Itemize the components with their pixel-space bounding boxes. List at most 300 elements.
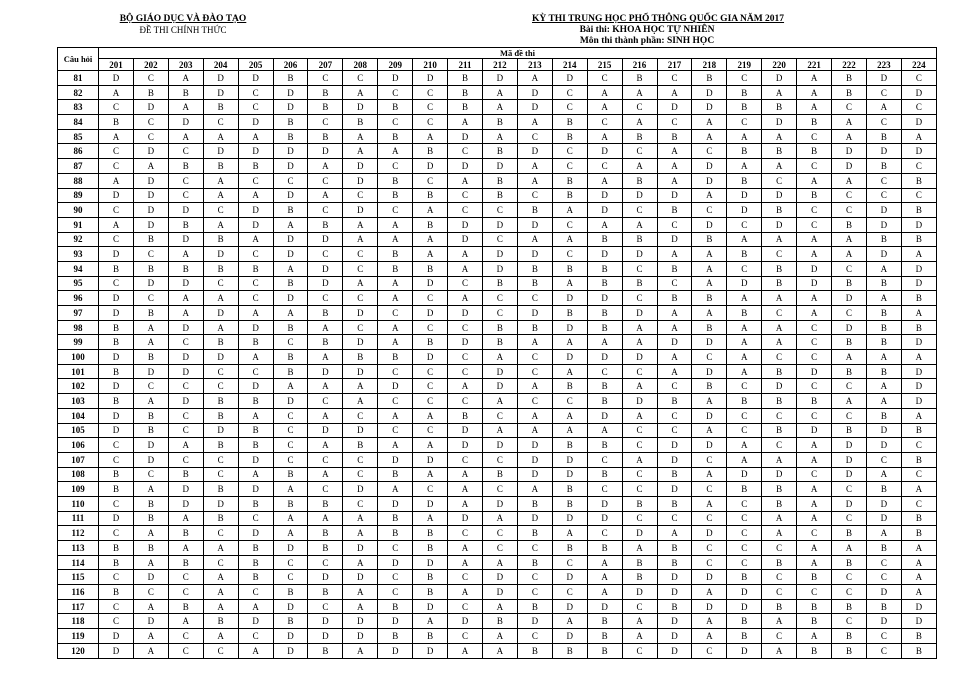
table-row bbox=[58, 394, 937, 409]
question-number: 85 bbox=[58, 129, 99, 144]
answer-cell: C bbox=[413, 364, 448, 379]
answer-cell: B bbox=[378, 526, 413, 541]
answer-cell: B bbox=[797, 188, 832, 203]
answer-cell: B bbox=[517, 643, 552, 658]
answer-cell: A bbox=[133, 629, 168, 644]
answer-cell: A bbox=[203, 585, 238, 600]
question-number: 103 bbox=[58, 394, 99, 409]
answer-cell: A bbox=[797, 496, 832, 511]
exam-code-208: 208 bbox=[343, 59, 378, 71]
answer-cell: A bbox=[273, 261, 308, 276]
answer-cell: B bbox=[797, 144, 832, 159]
answer-cell: C bbox=[866, 629, 901, 644]
answer-cell: A bbox=[901, 306, 936, 321]
table-row bbox=[58, 100, 937, 115]
answer-cell: C bbox=[866, 188, 901, 203]
table-row bbox=[58, 511, 937, 526]
answer-cell: D bbox=[273, 599, 308, 614]
answer-cell: B bbox=[552, 115, 587, 130]
answer-cell: D bbox=[692, 364, 727, 379]
answer-cell: D bbox=[692, 408, 727, 423]
answer-cell: A bbox=[133, 394, 168, 409]
answer-cell: C bbox=[901, 467, 936, 482]
answer-cell: C bbox=[552, 555, 587, 570]
answer-cell: B bbox=[727, 247, 762, 262]
exam-code-213: 213 bbox=[517, 59, 552, 71]
answer-cell: D bbox=[448, 614, 483, 629]
answer-cell: D bbox=[448, 129, 483, 144]
answer-cell: C bbox=[203, 203, 238, 218]
answer-cell: D bbox=[273, 232, 308, 247]
table-row bbox=[58, 129, 937, 144]
answer-cell: B bbox=[482, 144, 517, 159]
answer-cell: C bbox=[133, 129, 168, 144]
answer-cell: D bbox=[168, 320, 203, 335]
answer-cell: A bbox=[448, 379, 483, 394]
answer-cell: C bbox=[727, 261, 762, 276]
answer-cell: A bbox=[308, 408, 343, 423]
answer-cell: D bbox=[692, 570, 727, 585]
answer-cell: D bbox=[238, 614, 273, 629]
answer-cell: C bbox=[343, 467, 378, 482]
answer-cell: D bbox=[308, 423, 343, 438]
answer-cell: C bbox=[587, 526, 622, 541]
answer-cell: D bbox=[517, 467, 552, 482]
answer-cell: C bbox=[308, 247, 343, 262]
answer-cell: B bbox=[238, 541, 273, 556]
answer-cell: C bbox=[832, 261, 867, 276]
exam-code-201: 201 bbox=[99, 59, 134, 71]
answer-cell: B bbox=[378, 247, 413, 262]
answer-cell: C bbox=[727, 496, 762, 511]
answer-cell: A bbox=[133, 320, 168, 335]
answer-cell: D bbox=[692, 85, 727, 100]
answer-cell: A bbox=[308, 188, 343, 203]
answer-cell: C bbox=[797, 350, 832, 365]
answer-cell: D bbox=[901, 614, 936, 629]
answer-cell: A bbox=[901, 350, 936, 365]
answer-cell: D bbox=[657, 335, 692, 350]
answer-cell: C bbox=[657, 511, 692, 526]
test-name: KHOA HỌC TỰ NHIÊN bbox=[612, 25, 715, 35]
table-row bbox=[58, 526, 937, 541]
answer-cell: D bbox=[168, 232, 203, 247]
answer-cell: C bbox=[238, 247, 273, 262]
answer-cell: D bbox=[99, 188, 134, 203]
answer-cell: A bbox=[378, 482, 413, 497]
answer-cell: A bbox=[552, 408, 587, 423]
answer-cell: D bbox=[238, 526, 273, 541]
answer-cell: A bbox=[517, 335, 552, 350]
answer-cell: B bbox=[448, 100, 483, 115]
answer-cell: A bbox=[133, 555, 168, 570]
table-row bbox=[58, 614, 937, 629]
answer-cell: D bbox=[378, 643, 413, 658]
answer-cell: C bbox=[762, 570, 797, 585]
answer-cell: A bbox=[622, 629, 657, 644]
question-number: 112 bbox=[58, 526, 99, 541]
answer-cell: C bbox=[343, 452, 378, 467]
answer-cell: C bbox=[413, 291, 448, 306]
answer-cell: A bbox=[517, 159, 552, 174]
answer-cell: A bbox=[762, 335, 797, 350]
answer-cell: D bbox=[448, 232, 483, 247]
question-number: 90 bbox=[58, 203, 99, 218]
answer-cell: D bbox=[517, 452, 552, 467]
answer-cell: A bbox=[448, 585, 483, 600]
answer-cell: B bbox=[762, 203, 797, 218]
answer-cell: B bbox=[99, 585, 134, 600]
answer-cell: A bbox=[762, 159, 797, 174]
answer-cell: B bbox=[622, 173, 657, 188]
answer-cell: D bbox=[517, 217, 552, 232]
answer-cell: D bbox=[99, 511, 134, 526]
answer-cell: C bbox=[99, 203, 134, 218]
question-number: 87 bbox=[58, 159, 99, 174]
answer-cell: C bbox=[832, 482, 867, 497]
answer-cell: D bbox=[692, 599, 727, 614]
table-row bbox=[58, 643, 937, 658]
table-row bbox=[58, 482, 937, 497]
answer-cell: C bbox=[378, 306, 413, 321]
answer-cell: C bbox=[517, 188, 552, 203]
answer-cell: A bbox=[657, 364, 692, 379]
answer-cell: A bbox=[482, 350, 517, 365]
answer-cell: D bbox=[587, 144, 622, 159]
answer-cell: A bbox=[692, 188, 727, 203]
answer-cell: A bbox=[482, 511, 517, 526]
answer-cell: B bbox=[762, 261, 797, 276]
answer-cell: D bbox=[622, 526, 657, 541]
answer-cell: C bbox=[133, 467, 168, 482]
answer-cell: C bbox=[168, 452, 203, 467]
answer-cell: D bbox=[238, 379, 273, 394]
answer-cell: A bbox=[797, 452, 832, 467]
answer-cell: D bbox=[133, 203, 168, 218]
answer-cell: B bbox=[552, 482, 587, 497]
answer-cell: C bbox=[727, 115, 762, 130]
answer-cell: A bbox=[273, 511, 308, 526]
answer-cell: D bbox=[273, 100, 308, 115]
answer-cell: A bbox=[413, 203, 448, 218]
table-row bbox=[58, 335, 937, 350]
answer-cell: B bbox=[308, 85, 343, 100]
answer-cell: A bbox=[238, 306, 273, 321]
exam-code-202: 202 bbox=[133, 59, 168, 71]
answer-cell: B bbox=[99, 261, 134, 276]
answer-cell: B bbox=[622, 570, 657, 585]
table-row bbox=[58, 291, 937, 306]
answer-cell: A bbox=[727, 364, 762, 379]
answer-cell: D bbox=[413, 159, 448, 174]
answer-cell: D bbox=[343, 335, 378, 350]
answer-cell: C bbox=[622, 438, 657, 453]
answer-cell: B bbox=[482, 173, 517, 188]
answer-cell: C bbox=[901, 71, 936, 86]
answer-cell: A bbox=[238, 129, 273, 144]
answer-cell: B bbox=[762, 599, 797, 614]
answer-cell: A bbox=[378, 438, 413, 453]
answer-cell: B bbox=[552, 261, 587, 276]
table-row bbox=[58, 115, 937, 130]
answer-cell: A bbox=[622, 217, 657, 232]
answer-cell: C bbox=[168, 173, 203, 188]
answer-cell: B bbox=[482, 115, 517, 130]
answer-cell: A bbox=[797, 438, 832, 453]
answer-cell: A bbox=[657, 159, 692, 174]
answer-cell: B bbox=[901, 511, 936, 526]
answer-cell: B bbox=[517, 599, 552, 614]
question-number: 111 bbox=[58, 511, 99, 526]
answer-cell: B bbox=[378, 173, 413, 188]
answer-cell: B bbox=[413, 629, 448, 644]
answer-cell: C bbox=[622, 467, 657, 482]
answer-cell: A bbox=[587, 570, 622, 585]
answer-cell: B bbox=[727, 570, 762, 585]
answer-cell: B bbox=[378, 350, 413, 365]
answer-cell: A bbox=[657, 173, 692, 188]
answer-cell: B bbox=[308, 129, 343, 144]
answer-cell: A bbox=[482, 423, 517, 438]
answer-cell: C bbox=[378, 364, 413, 379]
answer-cell: C bbox=[343, 408, 378, 423]
answer-cell: A bbox=[343, 555, 378, 570]
answer-cell: C bbox=[273, 570, 308, 585]
answer-cell: A bbox=[133, 159, 168, 174]
answer-cell: B bbox=[587, 306, 622, 321]
answer-cell: A bbox=[797, 85, 832, 100]
answer-cell: B bbox=[832, 643, 867, 658]
answer-cell: B bbox=[413, 217, 448, 232]
answer-cell: D bbox=[832, 144, 867, 159]
official-exam-label: ĐỀ THI CHÍNH THỨC bbox=[139, 25, 227, 35]
answer-cell: D bbox=[203, 423, 238, 438]
answer-cell: A bbox=[168, 306, 203, 321]
answer-cell: B bbox=[901, 643, 936, 658]
answer-cell: C bbox=[692, 541, 727, 556]
answer-cell: B bbox=[378, 129, 413, 144]
answer-cell: A bbox=[308, 379, 343, 394]
answer-cell: A bbox=[797, 173, 832, 188]
answer-cell: D bbox=[727, 188, 762, 203]
answer-cell: B bbox=[552, 643, 587, 658]
answer-cell: B bbox=[727, 100, 762, 115]
answer-cell: A bbox=[238, 408, 273, 423]
exam-code-214: 214 bbox=[552, 59, 587, 71]
answer-cell: B bbox=[133, 496, 168, 511]
answer-cell: D bbox=[762, 188, 797, 203]
answer-cell: D bbox=[587, 496, 622, 511]
answer-cell: B bbox=[238, 438, 273, 453]
answer-cell: D bbox=[517, 100, 552, 115]
answer-cell: A bbox=[448, 173, 483, 188]
answer-cell: D bbox=[587, 599, 622, 614]
answer-cell: B bbox=[413, 526, 448, 541]
question-number: 93 bbox=[58, 247, 99, 262]
answer-cell: A bbox=[552, 423, 587, 438]
answer-cell: C bbox=[99, 570, 134, 585]
answer-cell: D bbox=[901, 85, 936, 100]
answer-cell: D bbox=[448, 159, 483, 174]
answer-cell: C bbox=[762, 173, 797, 188]
answer-cell: B bbox=[552, 379, 587, 394]
answer-cell: D bbox=[413, 306, 448, 321]
answer-cell: A bbox=[657, 320, 692, 335]
answer-cell: C bbox=[692, 482, 727, 497]
answer-cell: A bbox=[866, 526, 901, 541]
answer-cell: C bbox=[168, 643, 203, 658]
answer-cell: B bbox=[99, 115, 134, 130]
answer-cell: C bbox=[866, 85, 901, 100]
answer-cell: C bbox=[727, 526, 762, 541]
answer-cell: C bbox=[413, 173, 448, 188]
answer-cell: D bbox=[273, 159, 308, 174]
answer-cell: C bbox=[378, 115, 413, 130]
answer-cell: D bbox=[273, 291, 308, 306]
question-number: 100 bbox=[58, 350, 99, 365]
answer-cell: D bbox=[657, 100, 692, 115]
answer-cell: B bbox=[413, 144, 448, 159]
answer-cell: C bbox=[622, 599, 657, 614]
answer-cell: D bbox=[832, 159, 867, 174]
answer-cell: C bbox=[762, 306, 797, 321]
answer-cell: B bbox=[448, 408, 483, 423]
answer-cell: C bbox=[99, 159, 134, 174]
answer-cell: D bbox=[378, 614, 413, 629]
answer-cell: B bbox=[203, 100, 238, 115]
answer-cell: A bbox=[308, 320, 343, 335]
answer-cell: D bbox=[587, 350, 622, 365]
answer-cell: D bbox=[99, 247, 134, 262]
answer-cell: C bbox=[866, 173, 901, 188]
answer-cell: A bbox=[448, 115, 483, 130]
answer-cell: C bbox=[832, 203, 867, 218]
answer-cell: C bbox=[762, 247, 797, 262]
answer-cell: B bbox=[762, 423, 797, 438]
table-row bbox=[58, 320, 937, 335]
answer-cell: A bbox=[238, 599, 273, 614]
answer-cell: A bbox=[692, 496, 727, 511]
answer-cell: B bbox=[832, 423, 867, 438]
answer-cell: A bbox=[413, 129, 448, 144]
answer-cell: C bbox=[308, 599, 343, 614]
answer-cell: B bbox=[133, 261, 168, 276]
answer-cell: C bbox=[832, 188, 867, 203]
answer-cell: A bbox=[238, 350, 273, 365]
answer-cell: D bbox=[866, 585, 901, 600]
table-row bbox=[58, 585, 937, 600]
question-number: 94 bbox=[58, 261, 99, 276]
answer-cell: C bbox=[99, 232, 134, 247]
answer-cell: C bbox=[901, 496, 936, 511]
answer-cell: B bbox=[517, 526, 552, 541]
answer-cell: A bbox=[482, 555, 517, 570]
answer-cell: D bbox=[203, 350, 238, 365]
answer-cell: C bbox=[482, 291, 517, 306]
answer-cell: D bbox=[308, 570, 343, 585]
answer-cell: A bbox=[448, 555, 483, 570]
answer-cell: D bbox=[866, 144, 901, 159]
answer-cell: B bbox=[657, 291, 692, 306]
answer-cell: A bbox=[832, 247, 867, 262]
exam-code-header: Mã đề thi bbox=[99, 48, 937, 59]
answer-cell: B bbox=[133, 85, 168, 100]
answer-cell: C bbox=[133, 71, 168, 86]
answer-cell: D bbox=[552, 511, 587, 526]
answer-cell: A bbox=[168, 511, 203, 526]
answer-cell: C bbox=[168, 570, 203, 585]
answer-cell: B bbox=[866, 306, 901, 321]
answer-cell: C bbox=[448, 188, 483, 203]
exam-codes-row bbox=[58, 59, 937, 71]
answer-cell: D bbox=[657, 438, 692, 453]
answer-cell: B bbox=[413, 541, 448, 556]
answer-cell: A bbox=[901, 585, 936, 600]
answer-cell: A bbox=[482, 643, 517, 658]
answer-cell: C bbox=[308, 555, 343, 570]
answer-cell: D bbox=[448, 335, 483, 350]
answer-cell: C bbox=[901, 100, 936, 115]
answer-cell: C bbox=[762, 585, 797, 600]
answer-cell: D bbox=[273, 85, 308, 100]
answer-cell: C bbox=[832, 511, 867, 526]
answer-cell: D bbox=[622, 306, 657, 321]
answer-cell: D bbox=[308, 364, 343, 379]
answer-cell: C bbox=[308, 203, 343, 218]
answer-cell: D bbox=[168, 203, 203, 218]
answer-cell: B bbox=[482, 614, 517, 629]
answer-cell: B bbox=[552, 306, 587, 321]
answer-cell: D bbox=[657, 629, 692, 644]
answer-cell: D bbox=[238, 482, 273, 497]
exam-code-219: 219 bbox=[727, 59, 762, 71]
table-row bbox=[58, 247, 937, 262]
answer-cell: B bbox=[692, 71, 727, 86]
answer-cell: B bbox=[901, 291, 936, 306]
answer-cell: B bbox=[727, 482, 762, 497]
answer-cell: B bbox=[832, 276, 867, 291]
answer-cell: D bbox=[308, 629, 343, 644]
answer-cell: B bbox=[552, 438, 587, 453]
answer-cell: C bbox=[762, 541, 797, 556]
answer-key-table bbox=[57, 47, 937, 659]
answer-cell: C bbox=[448, 394, 483, 409]
answer-cell: D bbox=[133, 276, 168, 291]
answer-cell: B bbox=[901, 629, 936, 644]
answer-cell: C bbox=[203, 526, 238, 541]
answer-cell: A bbox=[482, 85, 517, 100]
answer-cell: D bbox=[413, 350, 448, 365]
answer-cell: C bbox=[692, 350, 727, 365]
answer-cell: D bbox=[832, 452, 867, 467]
answer-cell: A bbox=[343, 129, 378, 144]
answer-cell: D bbox=[727, 276, 762, 291]
answer-cell: D bbox=[413, 599, 448, 614]
answer-cell: B bbox=[832, 599, 867, 614]
answer-cell: C bbox=[99, 526, 134, 541]
answer-cell: C bbox=[517, 394, 552, 409]
answer-cell: A bbox=[622, 379, 657, 394]
answer-cell: A bbox=[343, 643, 378, 658]
answer-cell: A bbox=[622, 452, 657, 467]
question-number: 108 bbox=[58, 467, 99, 482]
answer-cell: A bbox=[413, 614, 448, 629]
answer-cell: B bbox=[238, 394, 273, 409]
question-number: 107 bbox=[58, 452, 99, 467]
answer-cell: B bbox=[133, 541, 168, 556]
answer-cell: B bbox=[203, 438, 238, 453]
answer-cell: A bbox=[552, 335, 587, 350]
